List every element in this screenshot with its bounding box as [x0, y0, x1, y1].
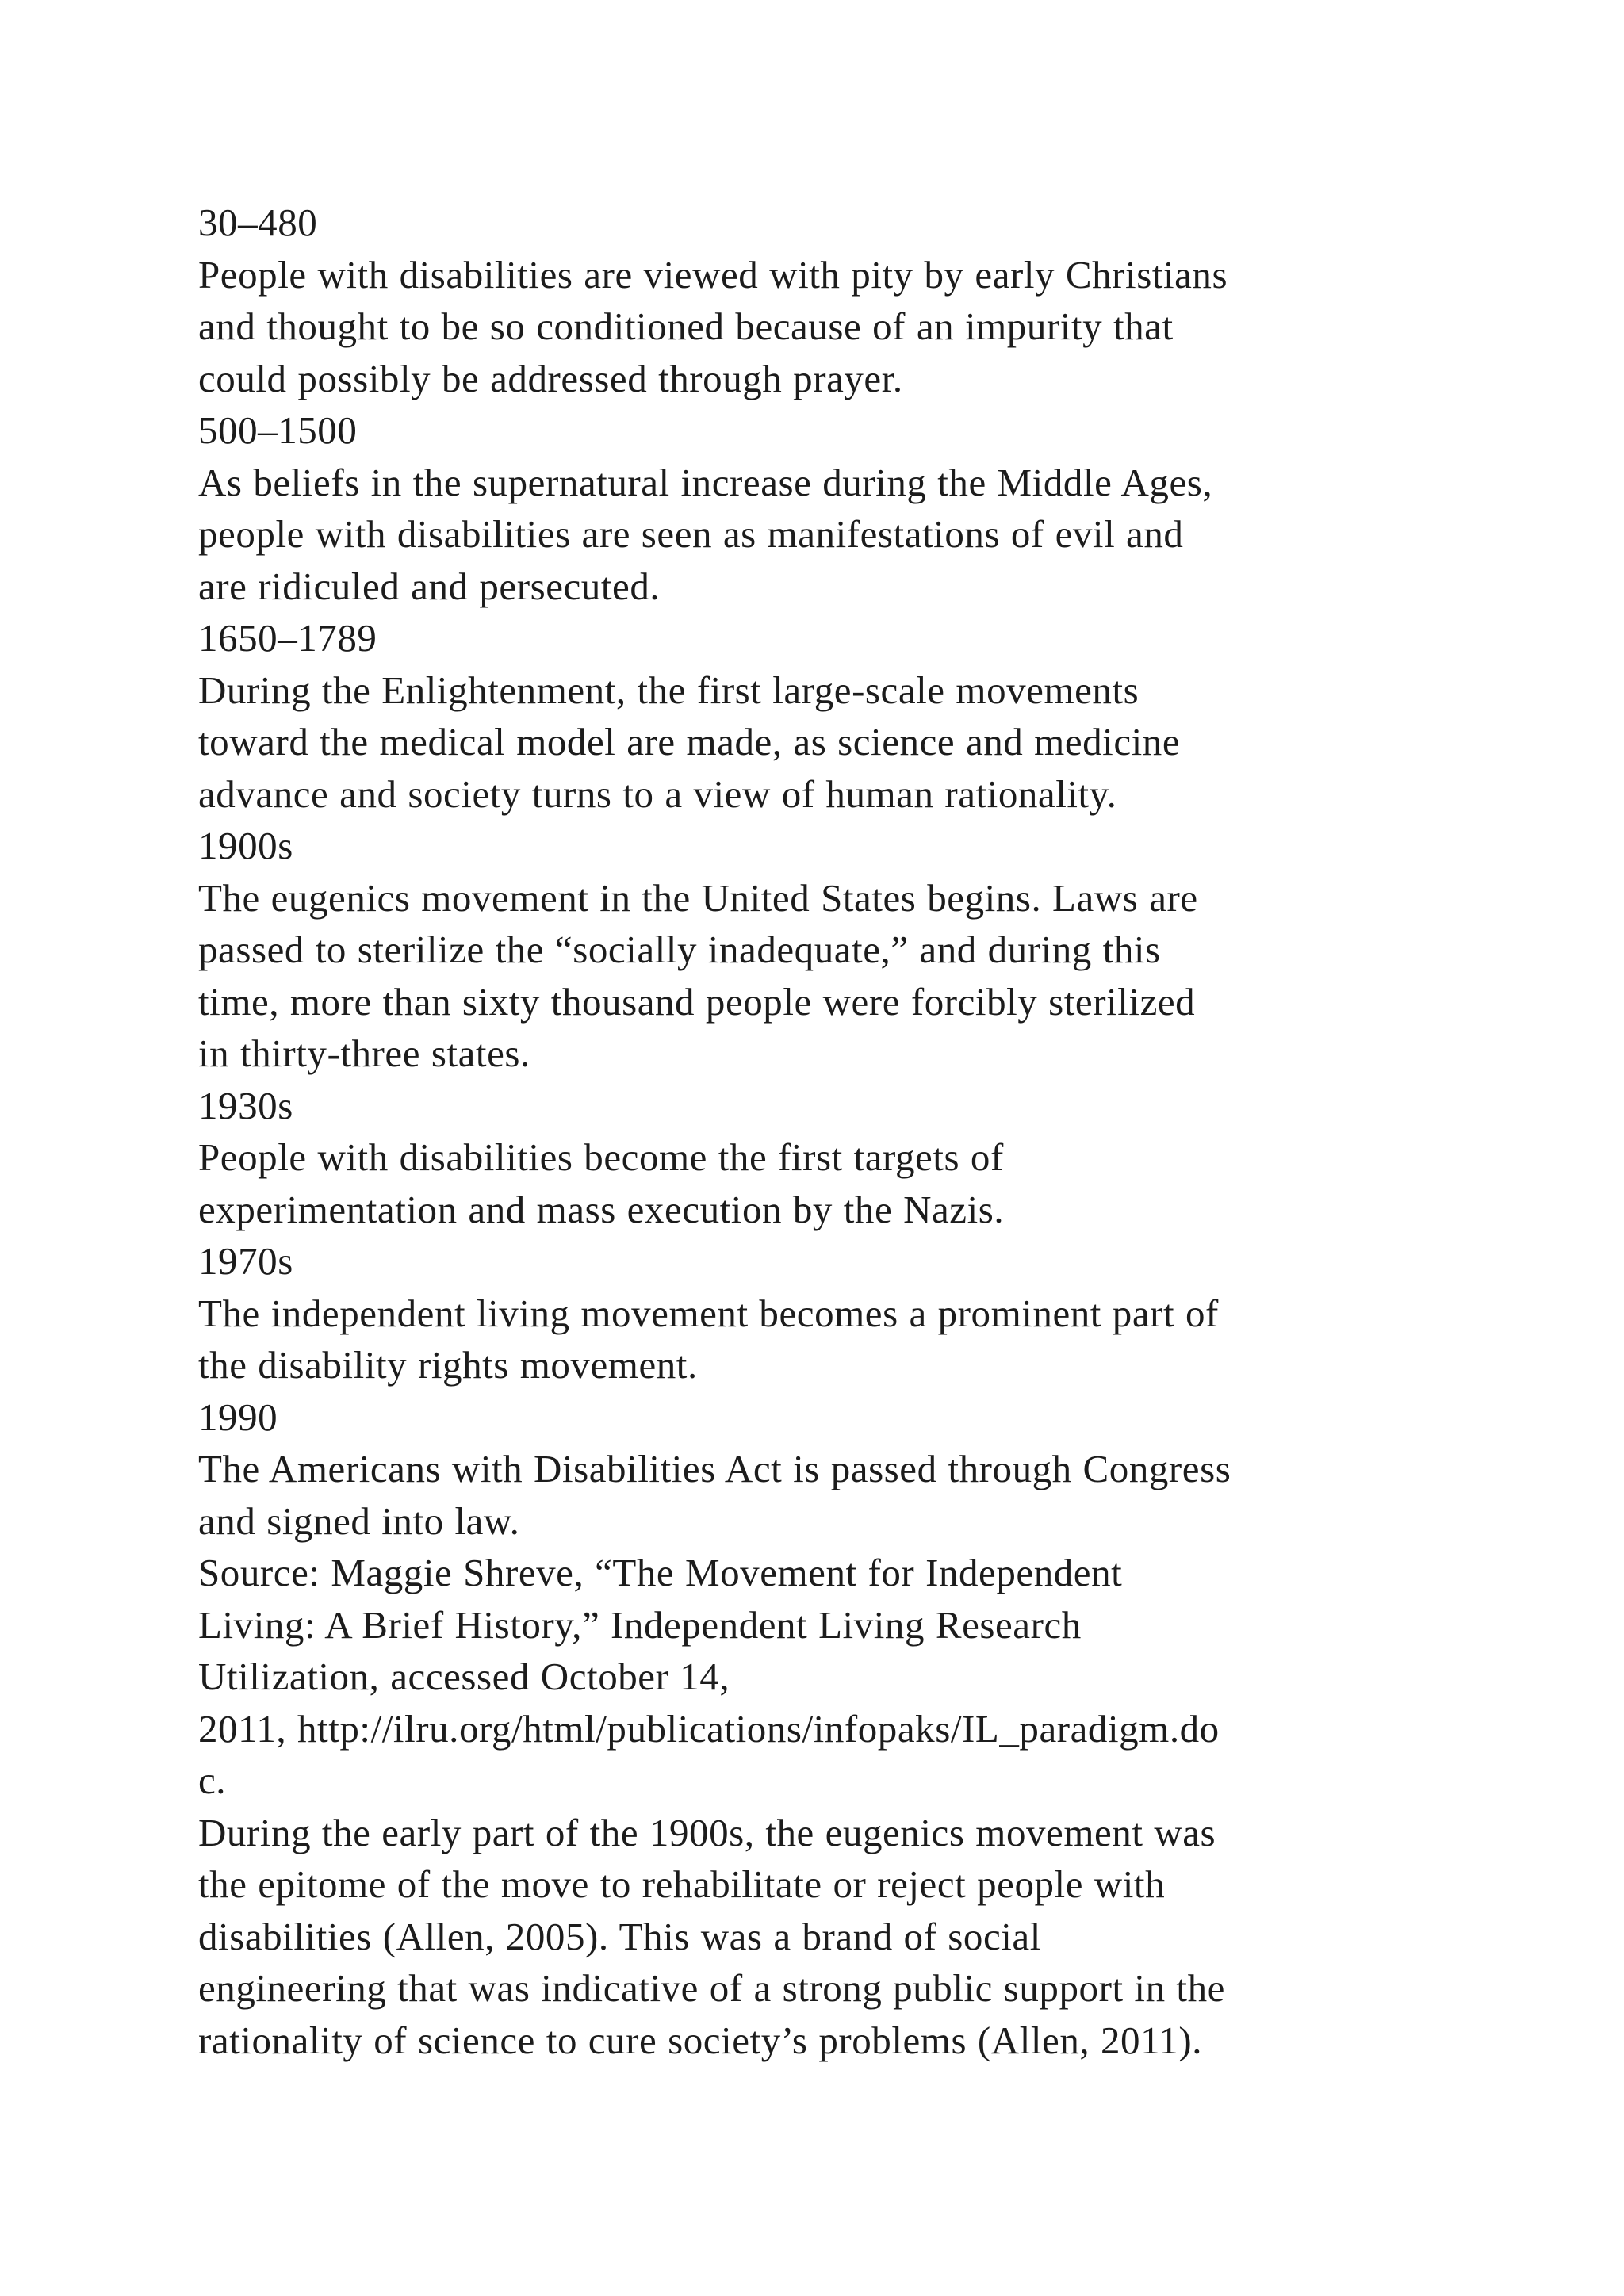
- timeline-text: and thought to be so conditioned because of an impurity that: [198, 304, 1174, 348]
- body-paragraph: disabilities (Allen, 2005). This was a brand of social: [198, 1914, 1041, 1958]
- timeline-text: As beliefs in the supernatural increase during the Middle Ages,: [198, 460, 1213, 504]
- timeline-date: 1930s: [198, 1083, 293, 1127]
- timeline-text: are ridiculed and persecuted.: [198, 564, 661, 608]
- timeline-text: toward the medical model are made, as science and medicine: [198, 720, 1181, 763]
- body-paragraph: engineering that was indicative of a strong public support in the: [198, 1966, 1225, 2010]
- timeline-date: 1970s: [198, 1239, 293, 1283]
- timeline-text: could possibly be addressed through prayer.: [198, 356, 903, 400]
- timeline-text: The eugenics movement in the United States begins. Laws are: [198, 875, 1198, 920]
- timeline-text: During the Enlightenment, the first large-scale movements: [198, 668, 1139, 712]
- timeline-text: time, more than sixty thousand people were forcibly sterilized: [198, 979, 1196, 1024]
- timeline-date: 30–480: [198, 201, 318, 244]
- body-paragraph: During the early part of the 1900s, the eugenics movement was: [198, 1810, 1216, 1854]
- timeline-text: and signed into law.: [198, 1498, 520, 1543]
- source-citation: Utilization, accessed October 14,: [198, 1655, 730, 1698]
- source-citation: c.: [198, 1758, 227, 1802]
- source-citation: Living: A Brief History,” Independent Living Research: [198, 1602, 1082, 1647]
- body-paragraph: rationality of science to cure society’s problems (Allen, 2011).: [198, 2018, 1203, 2062]
- timeline-text: The Americans with Disabilities Act is passed through Congress: [198, 1447, 1231, 1490]
- body-paragraph: the epitome of the move to rehabilitate or reject people with: [198, 1862, 1166, 1906]
- timeline-text: the disability rights movement.: [198, 1343, 698, 1387]
- timeline-text: experimentation and mass execution by the Nazis.: [198, 1187, 1005, 1231]
- timeline-date: 1900s: [198, 824, 293, 867]
- timeline-text: The independent living movement becomes a prominent part of: [198, 1291, 1219, 1335]
- timeline-date: 1990: [198, 1395, 278, 1439]
- document-page: [198, 197, 1467, 2066]
- timeline-date: 1650–1789: [198, 616, 377, 660]
- timeline-text: People with disabilities become the first targets of: [198, 1135, 1004, 1179]
- source-citation: Source: Maggie Shreve, “The Movement for Independent: [198, 1551, 1123, 1594]
- timeline-text: people with disabilities are seen as manifestations of evil and: [198, 512, 1184, 556]
- source-citation: 2011, http://ilru.org/html/publications/infopaks/IL_paradigm.do: [198, 1706, 1220, 1751]
- timeline-text: in thirty-three states.: [198, 1031, 530, 1075]
- timeline-text: advance and society turns to a view of human rationality.: [198, 771, 1117, 816]
- timeline-date: 500–1500: [198, 408, 358, 452]
- timeline-text: People with disabilities are viewed with pity by early Christians: [198, 252, 1228, 297]
- timeline-text: passed to sterilize the “socially inadequate,” and during this: [198, 928, 1161, 971]
